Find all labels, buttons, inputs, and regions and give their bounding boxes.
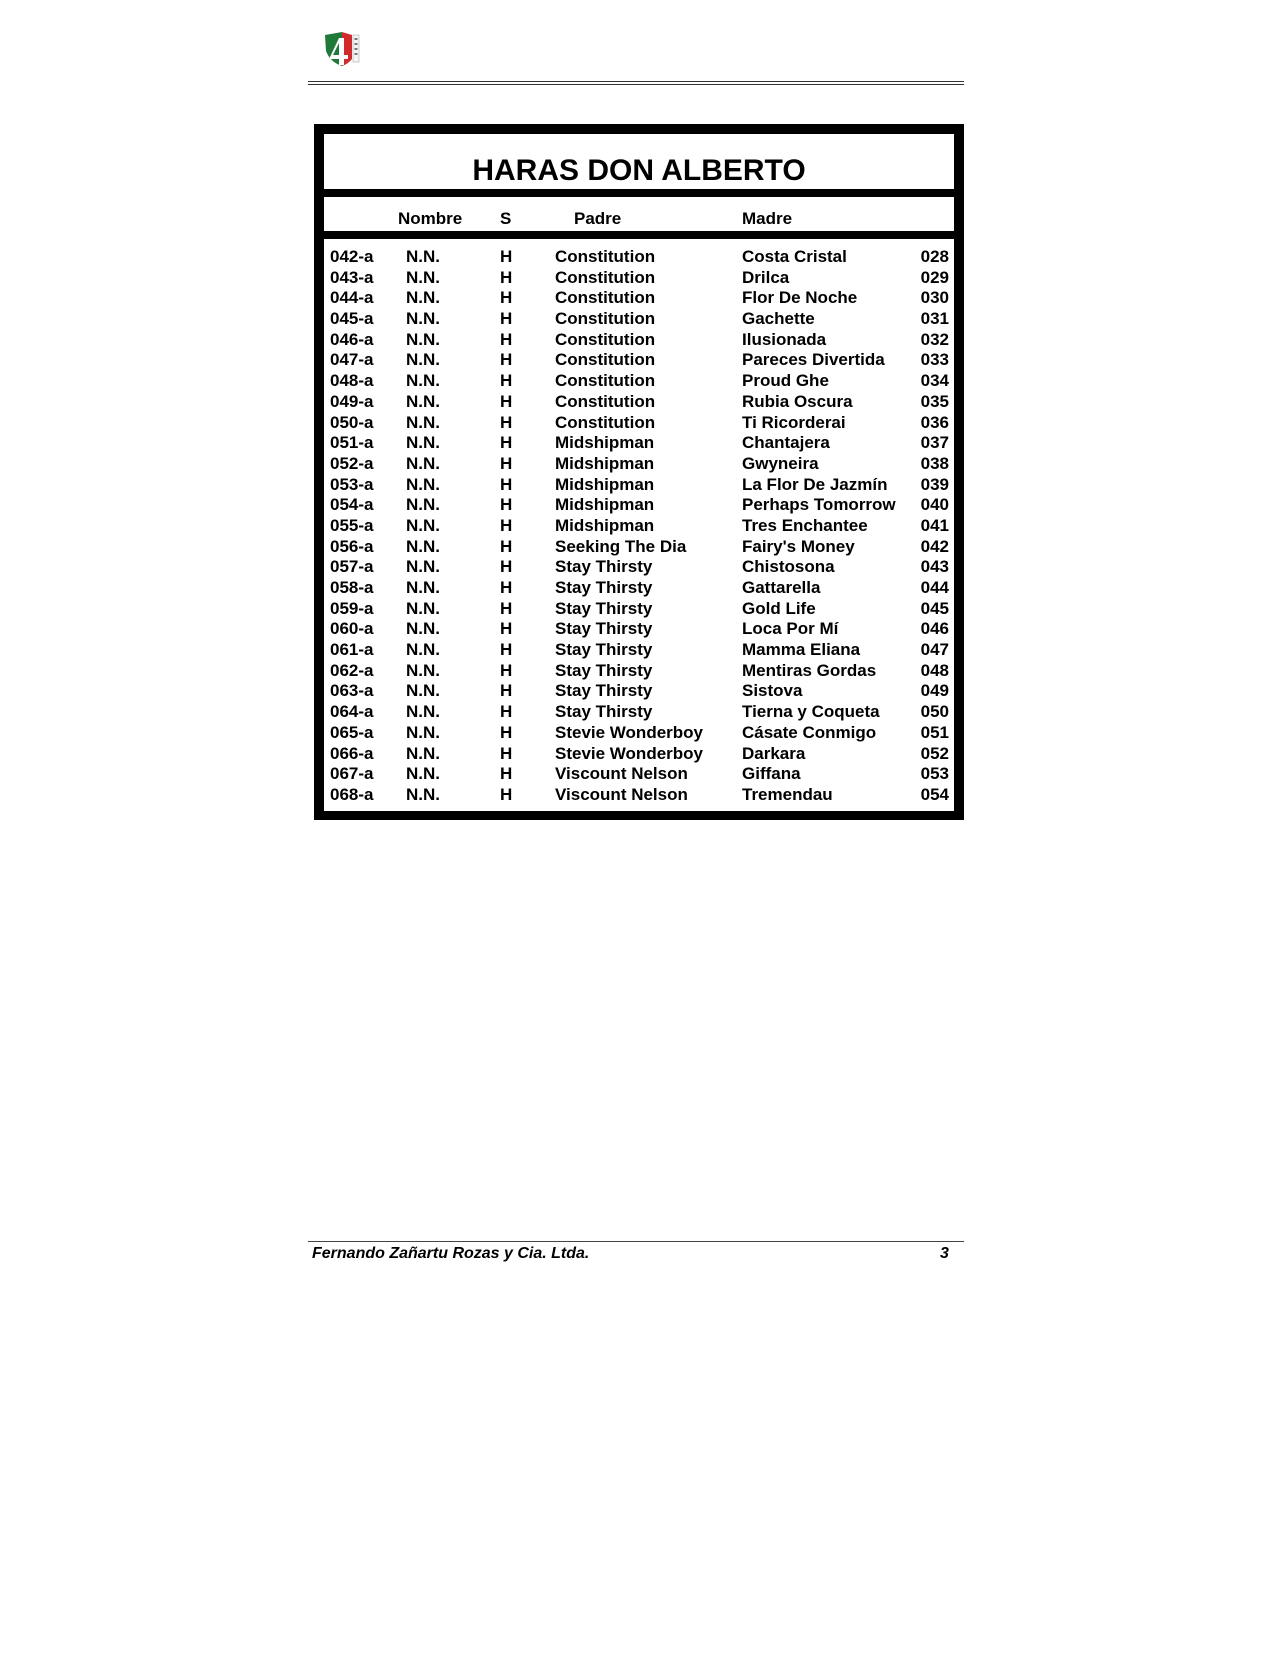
sire-name: Midshipman [555,515,655,535]
horse-name: N.N. [406,391,440,411]
header-rule [308,81,964,82]
dam-name: Mentiras Gordas [742,660,877,680]
lot-code: 062-a [330,660,374,680]
dam-number: 044 [920,578,949,597]
dam-name: Rubia Oscura [742,391,853,411]
sire-name: Stay Thirsty [555,702,653,722]
sire-name: Viscount Nelson [555,764,688,784]
table-row [324,309,954,330]
table-row [324,744,954,765]
table-row [324,350,954,371]
lot-code: 055-a [330,515,374,535]
table-title: HARAS DON ALBERTO [472,154,806,187]
table-row [324,764,954,785]
table-row [324,785,954,806]
title-divider [324,189,954,197]
horse-sex: H [500,391,513,411]
horse-sex: H [500,329,513,349]
dam-number: 038 [920,453,949,473]
sire-name: Constitution [555,329,656,349]
lot-code: 054-a [330,495,374,515]
sire-name: Stay Thirsty [555,660,653,680]
dam-number: 049 [920,681,949,701]
dam-number: 046 [920,619,949,639]
dam-name: La Flor De Jazmín [742,474,888,494]
horse-sex: H [500,557,513,577]
dam-name: Gold Life [742,598,816,618]
sire-name: Constitution [555,247,656,266]
lot-code: 052-a [330,453,374,473]
lot-code: 061-a [330,640,374,660]
dam-number: 031 [920,309,949,329]
horse-sex: H [500,433,513,453]
lot-code: 068-a [330,784,374,804]
dam-number: 035 [920,391,949,411]
table-row [324,288,954,309]
table-row [324,475,954,496]
dam-number: 050 [920,702,949,722]
catalog-table [314,124,964,820]
dam-name: Costa Cristal [742,247,847,266]
dam-name: Perhaps Tomorrow [742,495,896,515]
horse-sex: H [500,247,513,266]
lot-code: 063-a [330,681,374,701]
horse-sex: H [500,743,513,763]
table-row [324,392,954,413]
table-row [324,640,954,661]
lot-code: 046-a [330,329,374,349]
dam-number: 041 [920,515,949,535]
dam-number: 033 [920,350,949,370]
table-row [324,578,954,599]
sire-name: Stevie Wonderboy [555,743,703,763]
dam-number: 029 [920,267,949,287]
lot-code: 047-a [330,350,374,370]
horse-name: N.N. [406,412,440,432]
horse-name: N.N. [406,247,440,266]
sire-name: Midshipman [555,495,655,515]
horse-name: N.N. [406,764,440,784]
sire-name: Constitution [555,309,656,329]
dam-number: 040 [920,495,949,515]
dam-number: 028 [920,247,949,266]
horse-name: N.N. [406,598,440,618]
dam-name: Pareces Divertida [742,350,885,370]
table-row [324,454,954,475]
dam-name: Drilca [742,267,790,287]
horse-sex: H [500,412,513,432]
horse-sex: H [500,515,513,535]
lot-code: 044-a [330,288,374,308]
horse-name: N.N. [406,619,440,639]
lot-code: 067-a [330,764,374,784]
table-body [324,247,954,806]
table-row [324,516,954,537]
column-header-nombre: Nombre [398,209,463,228]
horse-name: N.N. [406,578,440,597]
dam-name: Mamma Eliana [742,640,861,660]
table-row [324,702,954,723]
lot-code: 058-a [330,578,374,597]
table-row [324,268,954,289]
dam-number: 042 [920,536,949,556]
dam-name: Chistosona [742,557,835,577]
sire-name: Midshipman [555,453,655,473]
page-number: 3 [940,1245,949,1262]
horse-sex: H [500,619,513,639]
horse-sex: H [500,660,513,680]
horse-name: N.N. [406,784,440,804]
horse-sex: H [500,702,513,722]
dam-name: Fairy's Money [742,536,855,556]
dam-number: 047 [920,640,949,660]
dam-number: 039 [920,474,949,494]
footer-rule [308,1241,964,1242]
lot-code: 057-a [330,557,374,577]
lot-code: 042-a [330,247,374,266]
dam-name: Tres Enchantee [742,515,868,535]
header-rule-2 [308,84,964,85]
company-logo [322,29,362,69]
dam-number: 048 [920,660,949,680]
horse-name: N.N. [406,722,440,742]
horse-sex: H [500,371,513,391]
sire-name: Stay Thirsty [555,557,653,577]
table-row [324,681,954,702]
dam-number: 043 [920,557,949,577]
horse-sex: H [500,350,513,370]
dam-name: Loca Por Mí [742,619,839,639]
dam-name: Gattarella [742,578,821,597]
dam-name: Proud Ghe [742,371,829,391]
sire-name: Stay Thirsty [555,681,653,701]
table-row [324,413,954,434]
horse-sex: H [500,598,513,618]
horse-name: N.N. [406,557,440,577]
table-row [324,661,954,682]
dam-name: Sistova [742,681,803,701]
dam-number: 030 [920,288,949,308]
sire-name: Stay Thirsty [555,598,653,618]
lot-code: 053-a [330,474,374,494]
sire-name: Constitution [555,350,656,370]
horse-name: N.N. [406,453,440,473]
lot-code: 043-a [330,267,374,287]
horse-sex: H [500,764,513,784]
lot-code: 066-a [330,743,374,763]
horse-sex: H [500,681,513,701]
horse-sex: H [500,495,513,515]
column-header-sexo: S [500,209,512,228]
table-row [324,247,954,268]
sire-name: Seeking The Dia [555,536,687,556]
sire-name: Constitution [555,267,656,287]
sire-name: Constitution [555,412,656,432]
dam-number: 032 [920,329,949,349]
horse-name: N.N. [406,371,440,391]
sire-name: Stay Thirsty [555,619,653,639]
table-row [324,723,954,744]
lot-code: 050-a [330,412,374,432]
horse-sex: H [500,453,513,473]
table-row [324,537,954,558]
dam-number: 052 [920,743,949,763]
dam-name: Chantajera [742,433,830,453]
dam-number: 053 [920,764,949,784]
horse-name: N.N. [406,474,440,494]
horse-name: N.N. [406,267,440,287]
dam-name: Cásate Conmigo [742,722,877,742]
lot-code: 060-a [330,619,374,639]
dam-name: Giffana [742,764,801,784]
lot-code: 045-a [330,309,374,329]
horse-name: N.N. [406,536,440,556]
column-header-padre: Padre [574,209,622,228]
horse-name: N.N. [406,640,440,660]
header-divider [324,231,954,239]
dam-name: Flor De Noche [742,288,858,308]
horse-name: N.N. [406,329,440,349]
table-row [324,371,954,392]
horse-name: N.N. [406,495,440,515]
table-row [324,433,954,454]
lot-code: 048-a [330,371,374,391]
horse-name: N.N. [406,660,440,680]
horse-name: N.N. [406,350,440,370]
dam-number: 051 [920,722,949,742]
sire-name: Constitution [555,288,656,308]
horse-name: N.N. [406,681,440,701]
dam-name: Tremendau [742,784,833,804]
dam-number: 054 [920,784,949,804]
lot-code: 059-a [330,598,374,618]
horse-sex: H [500,784,513,804]
footer-company: Fernando Zañartu Rozas y Cia. Ltda. [312,1245,590,1262]
sire-name: Stevie Wonderboy [555,722,703,742]
horse-name: N.N. [406,288,440,308]
lot-code: 051-a [330,433,374,453]
horse-sex: H [500,267,513,287]
dam-name: Ilusionada [742,329,827,349]
dam-number: 045 [920,598,949,618]
sire-name: Viscount Nelson [555,784,688,804]
dam-name: Tierna y Coqueta [742,702,880,722]
lot-code: 056-a [330,536,374,556]
lot-code: 049-a [330,391,374,411]
table-row [324,557,954,578]
table-row [324,599,954,620]
dam-number: 037 [920,433,949,453]
horse-name: N.N. [406,743,440,763]
horse-sex: H [500,640,513,660]
column-header-madre: Madre [742,209,793,228]
table-row [324,619,954,640]
sire-name: Constitution [555,391,656,411]
dam-number: 036 [920,412,949,432]
horse-name: N.N. [406,309,440,329]
sire-name: Stay Thirsty [555,640,653,660]
dam-name: Gwyneira [742,453,819,473]
dam-name: Ti Ricorderai [742,412,846,432]
dam-name: Gachette [742,309,815,329]
horse-sex: H [500,536,513,556]
sire-name: Midshipman [555,433,655,453]
horse-name: N.N. [406,702,440,722]
horse-sex: H [500,722,513,742]
sire-name: Stay Thirsty [555,578,653,597]
dam-number: 034 [920,371,949,391]
lot-code: 064-a [330,702,374,722]
horse-sex: H [500,474,513,494]
horse-sex: H [500,578,513,597]
horse-sex: H [500,309,513,329]
sire-name: Constitution [555,371,656,391]
sire-name: Midshipman [555,474,655,494]
table-row [324,495,954,516]
lot-code: 065-a [330,722,374,742]
table-row [324,330,954,351]
dam-name: Darkara [742,743,806,763]
horse-sex: H [500,288,513,308]
horse-name: N.N. [406,433,440,453]
horse-name: N.N. [406,515,440,535]
